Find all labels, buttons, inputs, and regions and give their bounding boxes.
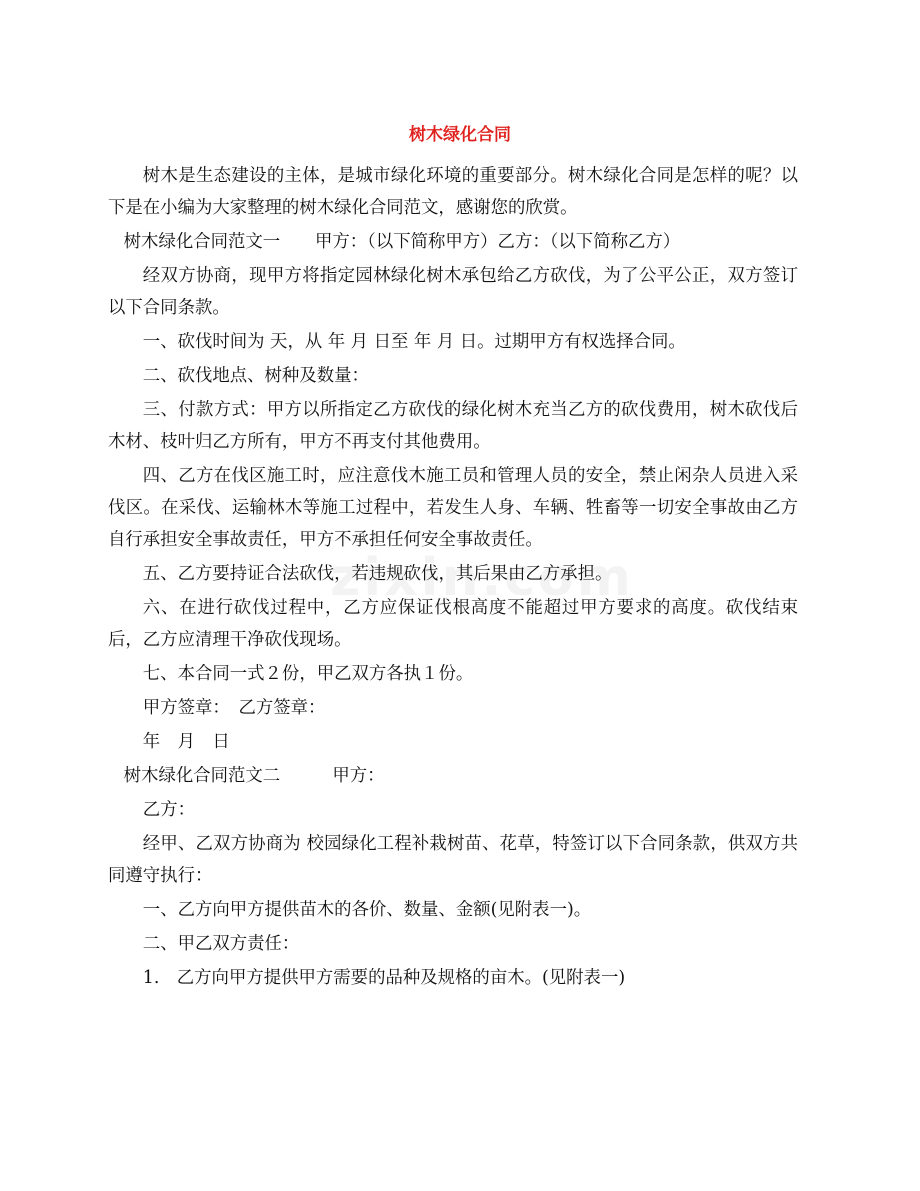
clause-3: 三、付款方式：甲方以所指定乙方砍伐的绿化树木充当乙方的砍伐费用，树木砍伐后木材、枝叶归乙方所有，甲方不再支付其他费用。 (108, 400, 798, 452)
clause-7: 七、本合同一式２份，甲乙双方各执１份。 (142, 664, 474, 684)
sample-one-heading: 树木绿化合同范文一 甲方：（以下简称甲方）乙方：（以下简称乙方） (123, 232, 681, 252)
signature-line: 甲方签章： 乙方签章： (142, 698, 326, 718)
sub-clause-1: 1. 乙方向甲方提供甲方需要的品种及规格的亩木。(见附表一) (142, 968, 626, 988)
clause-1: 一、乙方向甲方提供苗木的各价、数量、金额(见附表一)。 (142, 900, 592, 920)
clause-1: 一、砍伐时间为 天，从 年 月 日至 年 月 日。过期甲方有权选择合同。 (142, 332, 686, 352)
intro-paragraph: 树木是生态建设的主体，是城市绿化环境的重要部分。树木绿化合同是怎样的呢？以下是在小编为大家整理的树木绿化合同范文，感谢您的欣赏。 (108, 166, 798, 218)
clause-4: 四、乙方在伐区施工时，应注意伐木施工员和管理人员的安全，禁止闲杂人员进入采伐区。在采伐、运输林木等施工过程中，若发生人身、车辆、牲畜等一切安全事故由乙方自行承担安全事故责任，甲方不承担任何安全事故责任。 (108, 466, 798, 550)
party-b-line: 乙方： (142, 800, 195, 820)
clause-2: 二、砍伐地点、树种及数量： (142, 366, 369, 386)
date-line: 年 月 日 (142, 732, 230, 752)
paragraph: 经甲、乙双方协商为 校园绿化工程补栽树苗、花草，特签订以下合同条款，供双方共同遵守执行： (108, 834, 798, 886)
document-body (108, 160, 798, 996)
sample-two-heading: 树木绿化合同范文二 甲方： (123, 766, 385, 786)
document-title: 树木绿化合同 (409, 125, 511, 145)
clause-6: 六、在进行砍伐过程中，乙方应保证伐根高度不能超过甲方要求的高度。砍伐结束后，乙方应清理干净砍伐现场。 (108, 598, 798, 650)
paragraph: 经双方协商，现甲方将指定园林绿化树木承包给乙方砍伐，为了公平公正，双方签订以下合同条款。 (108, 266, 798, 318)
clause-5: 五、乙方要持证合法砍伐，若违规砍伐，其后果由乙方承担。 (142, 564, 613, 584)
clause-2: 二、甲乙双方责任： (142, 934, 300, 954)
